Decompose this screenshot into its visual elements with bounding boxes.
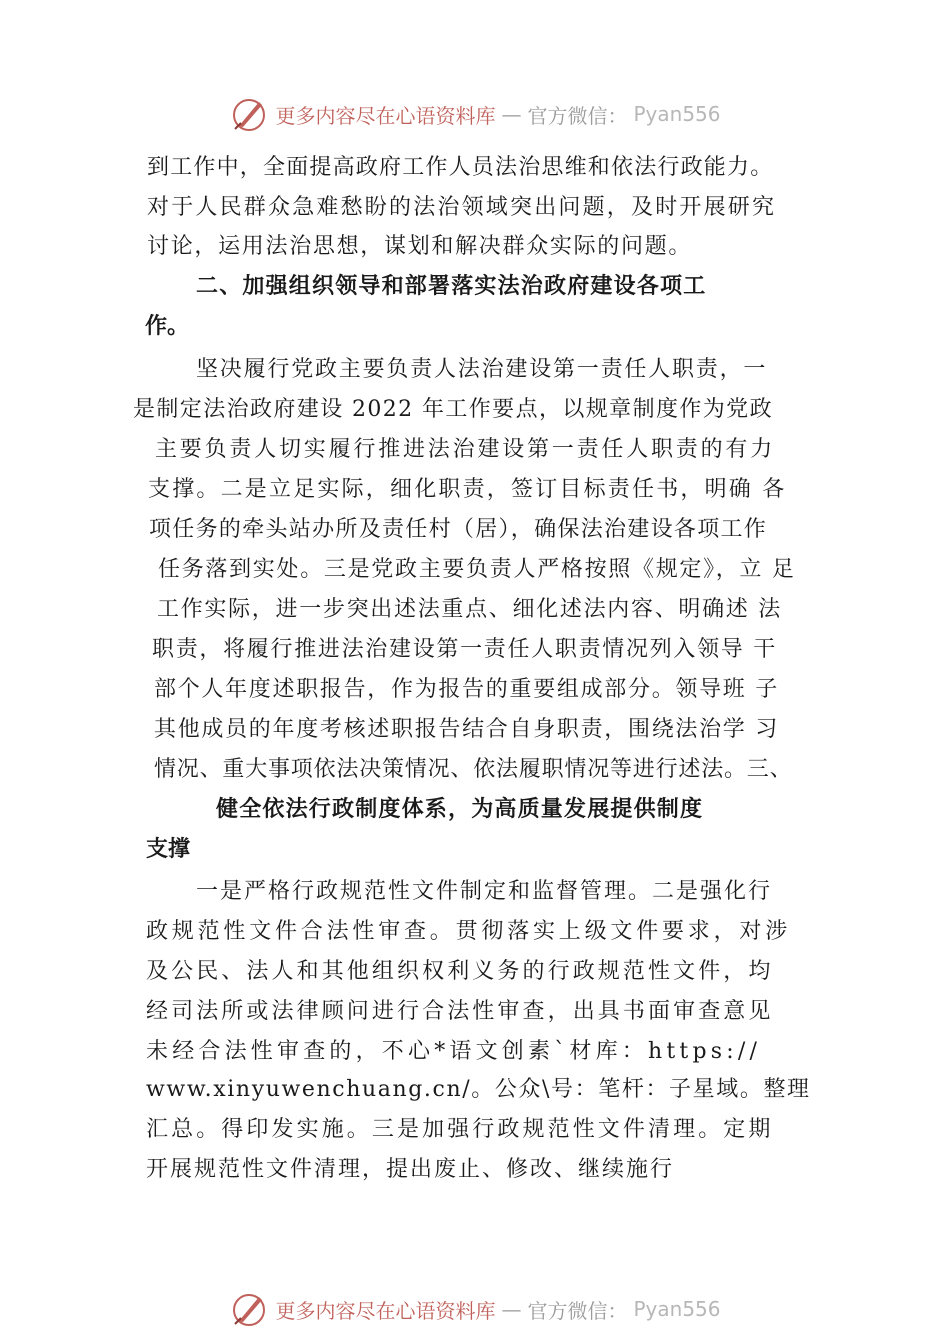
watermark-wechat-id: Pyan556 (633, 102, 721, 126)
section-heading-3-line-1: 健全依法行政制度体系，为高质量发展提供制度 (216, 797, 704, 822)
body-line-2: 对于人民群众急难愁盼的法治领域突出问题，及时开展研究 (147, 195, 777, 220)
body-line-18: 经司法所或法律顾问进行合法性审查，出具书面审查意见 (146, 999, 774, 1024)
body-line-21: 汇总。得印发实施。三是加强行政规范性文件清理。定期 (146, 1117, 774, 1142)
watermark-separator: — (501, 1297, 522, 1321)
watermark-official-label: 官方微信： (527, 1298, 628, 1323)
body-line-4: 坚决履行党政主要负责人法治建设第一责任人职责，一 (196, 357, 768, 382)
body-line-15: 一是严格行政规范性文件制定和监督管理。二是强化行 (196, 879, 773, 904)
body-line-11: 职责，将履行推进法治建设第一责任人职责情况列入领导 干 (152, 637, 777, 662)
body-line-1: 到工作中，全面提高政府工作人员法治思维和依法行政能力。 (147, 155, 774, 180)
body-line-3: 讨论，运用法治思想，谋划和解决群众实际的问题。 (147, 234, 693, 259)
feather-pen-logo-icon (229, 94, 269, 134)
watermark-separator: — (501, 102, 522, 126)
section-heading-2-line-1: 二、加强组织领导和部署落实法治政府建设各项工 (196, 274, 707, 299)
body-line-22: 开展规范性文件清理，提出废止、修改、继续施行 (146, 1157, 675, 1182)
watermark-wechat-id: Pyan556 (633, 1297, 721, 1321)
section-heading-2-line-2: 作。 (145, 314, 190, 339)
watermark-main-text: 更多内容尽在心语资料库 (275, 1298, 496, 1323)
watermark-footer (0, 1287, 950, 1331)
section-heading-3-line-2: 支撑 (146, 837, 191, 862)
body-line-7: 支撑。二是立足实际，细化职责，签订目标责任书，明确 各 (148, 477, 787, 502)
body-line-5: 是制定法治政府建设 2022 年工作要点，以规章制度作为党政 (133, 397, 773, 422)
body-line-14: 情况、重大事项依法决策情况、依法履职情况等进行述法。三、 (154, 757, 793, 782)
body-line-6: 主要负责人切实履行推进法治建设第一责任人职责的有力 (155, 437, 776, 462)
body-line-16: 政规范性文件合法性审查。贯彻落实上级文件要求，对涉 (146, 919, 792, 944)
watermark-header (0, 92, 950, 136)
body-line-17: 及公民、法人和其他组织权利义务的行政规范性文件，均 (146, 959, 774, 984)
body-line-10: 工作实际，进一步突出述法重点、细化述法内容、明确述 法 (157, 597, 782, 622)
body-line-12: 部个人年度述职报告，作为报告的重要组成部分。领导班 子 (154, 677, 779, 702)
feather-pen-logo-icon (229, 1289, 269, 1329)
body-line-8: 项任务的牵头站办所及责任村（居），确保法治建设各项工作 (149, 517, 768, 542)
body-line-19: 未经合法性审查的，不心*语文创素`材库：https:// (146, 1039, 762, 1064)
body-line-13: 其他成员的年度考核述职报告结合自身职责，围绕法治学 习 (154, 717, 779, 742)
body-line-9: 任务落到实处。三是党政主要负责人严格按照《规定》，立 足 (158, 557, 796, 582)
watermark-main-text: 更多内容尽在心语资料库 (275, 103, 496, 128)
watermark-official-label: 官方微信： (527, 103, 628, 128)
body-line-20: www.xinyuwenchuang.cn/。公众\号：笔杆：子星域。整理 (146, 1077, 811, 1102)
